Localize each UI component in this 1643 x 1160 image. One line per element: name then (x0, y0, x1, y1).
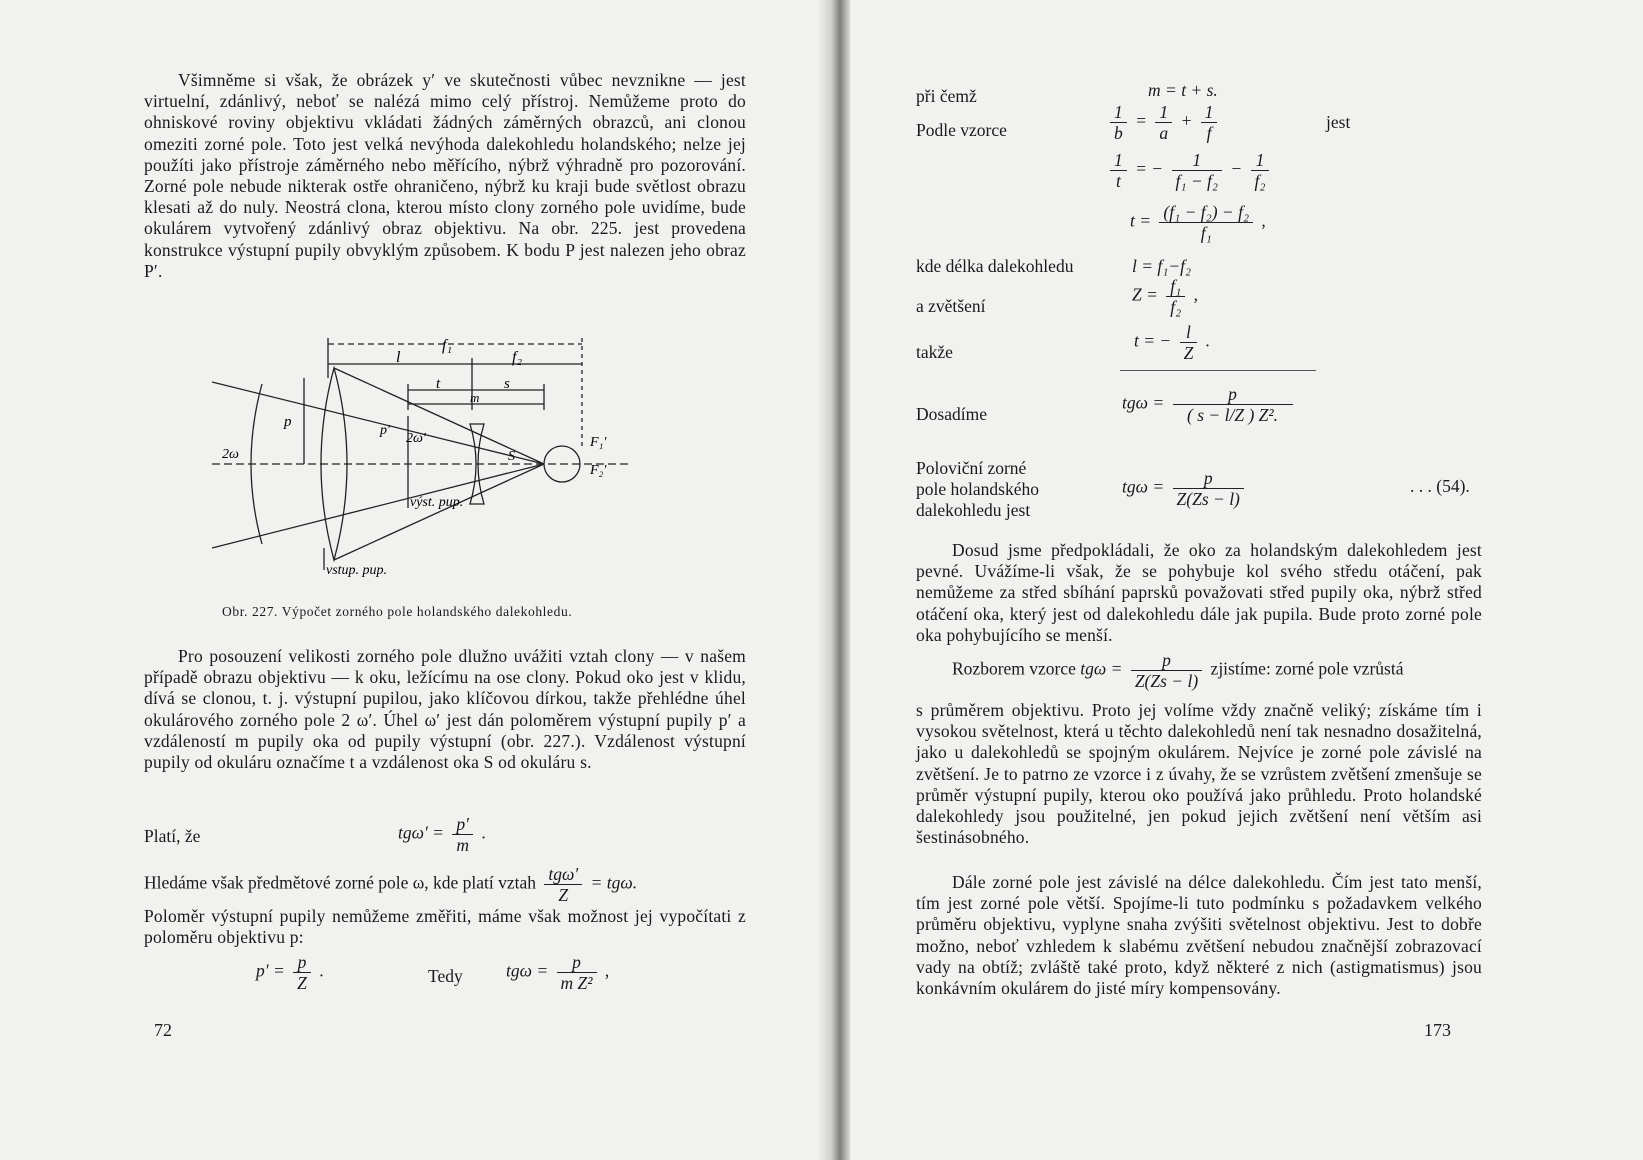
eq1-fraction (293, 952, 311, 993)
eq2-lhs: tgω = (506, 960, 549, 981)
label-s: s (504, 376, 510, 392)
lens-lhs-num: 1 (1110, 102, 1127, 123)
label-f2: f₂ (512, 349, 523, 366)
eq2-end: , (604, 960, 610, 981)
zvetseni-label: a zvětšení (916, 296, 986, 316)
t-lhs-num: 1 (1110, 150, 1127, 171)
lens-rhs-num: 1 (1201, 102, 1218, 123)
intro-paragraph: Všimněme si však, že obrázek y′ ve skutečnosti vůbec nevznikne — jest virtuelní, zdánlivý, neboť se nalézá mimo celý přístroj. Nemůžeme proto do ohniskové roviny objektivu vkládati žádných záměrných obrazců, ani clonou omeziti zorné pole. Toto jest velká nevýhoda dalekohledu holandského; nelze jej použíti jako přístroje záměrného nebo měřícího, nýbrž výhradně pro pozorování. Zorné pole nebude nikterak ostře ohraničeno, nýbrž ku kraji bude světlost obrazu klesati až do nuly. Neostrá clona, kterou místo clony zorného pole uvidíme, bude okulárem vytvořený zdánlivý obraz objektivu. Na obr. 225. jest provedena konstrukce výstupní pupily obvyklým způsobem. K bodu P jest nalezen jeho obraz P′. (144, 70, 746, 281)
label-p-prime: p′ (380, 423, 391, 438)
rozborem-end: zjistíme: zorné pole vzrůstá (1210, 658, 1404, 679)
podle-label: Podle vzorce (916, 120, 1007, 140)
eq1 (256, 952, 324, 993)
takze-end: . (1205, 330, 1211, 351)
rozborem-lhs: tgω = (1080, 658, 1123, 679)
label-S: S (508, 449, 515, 464)
label-two-omega: 2ω (222, 447, 239, 462)
eq1-lhs: p′ = (256, 960, 285, 981)
eq1-num: p (293, 952, 311, 973)
rozborem-paragraph: s průměrem objektivu. Proto jej volíme vždy značně veliký; získáme tím i vysokou světelnost, která u těchto dalekohledů není tak nesnadno dosažitelná, jako u dalekohledů se spojným okulárem. Nejvíce je zorné pole závislé na zvětšení. Je to patrno ze vzorce i z úvahy, že se vzrůstem zvětšení zmenšuje se průměr výstupní pupily, kterou oko používá jako průhledu. Proto holandské dalekohledy jsou použitelné, jen pokud jejich zvětšení není větším asi šestinásobného. (916, 700, 1482, 848)
lens-lhs-den: b (1114, 123, 1123, 143)
t2-equation (1130, 202, 1266, 243)
label-f1: f₁ (442, 338, 453, 354)
right-page (850, 0, 1643, 1160)
pol-lhs: tgω = (1122, 476, 1165, 497)
rozborem-start: Rozborem vzorce (952, 658, 1076, 679)
plati-den: m (456, 835, 469, 855)
pol-fraction (1173, 468, 1244, 509)
t2-end: , (1261, 210, 1266, 231)
t-mid-den: f₁ − f₂ (1175, 171, 1218, 191)
t-mid-num: 1 (1172, 150, 1222, 171)
hledame-num: tgω′ (544, 864, 582, 885)
lens-plus: + (1180, 110, 1193, 131)
polomer-paragraph: Poloměr výstupní pupily nemůžeme změřiti, máme však možnost jej vypočítati z poloměru objektivu p: (144, 906, 746, 948)
hledame-rhs: = tgω. (590, 872, 638, 893)
pri-cemz-eq: m = t + s. (1148, 80, 1218, 100)
rozborem-num: p (1131, 650, 1202, 671)
main-paragraph: Pro posouzení velikosti zorného pole dlužno uvážiti vztah clony — v našem případě obrazu objektivu — k oku, ležícímu na ose clony. Pokud oko jest v klidu, dívá se clonou, t. j. výstupní pupilou, jako klíčovou dírkou, takže přehlédne úhel okulárového zorného pole 2 ω′. Úhel ω′ jest dán poloměrem výstupní pupily p′ a vzdáleností m pupily oka od pupily výstupní (obr. 227.). Vzdálenost výstupní pupily od okuláru označíme t a vzdálenost oka S od okuláru s. (144, 646, 746, 773)
zvetseni-end: , (1193, 284, 1198, 305)
rozborem-line (952, 650, 1403, 691)
hledame-fraction (544, 864, 582, 905)
left-page-number: 72 (154, 1020, 172, 1040)
rozborem-fraction (1131, 650, 1202, 691)
telescope-figure (210, 338, 690, 588)
takze-num: l (1180, 322, 1198, 343)
t-mid (1172, 150, 1222, 191)
kde-eq: l = f₁−f₂ (1132, 256, 1192, 276)
polovicni-line-3: dalekohledu jest (916, 500, 1031, 520)
equation-number: . . . (54). (1410, 476, 1470, 496)
separator-rule (1120, 370, 1316, 371)
figure-caption: Obr. 227. Výpočet zorného pole holandského dalekohledu. (222, 604, 573, 619)
takze-fraction (1180, 322, 1198, 363)
label-two-omega-prime: 2ω′ (406, 431, 426, 446)
zvetseni-fraction (1166, 276, 1185, 317)
plati-end: . (481, 822, 486, 843)
zvetseni-num: f₁ (1166, 276, 1185, 297)
lens-mid (1155, 102, 1172, 143)
pol-den: Z(Zs − l) (1176, 489, 1240, 509)
polovicni-line-2: pole holandského (916, 479, 1039, 499)
takze-lhs: t = − (1134, 330, 1172, 351)
t2-num: (f₁ − f₂) − f₂ (1159, 202, 1253, 223)
ray-upper (212, 382, 544, 464)
eq2-den: m Z² (560, 973, 593, 993)
polovicni-equation (1122, 468, 1248, 509)
label-exit-pupil: výst. pup. (410, 495, 464, 510)
plati-equation (398, 814, 486, 855)
t-eq: = − (1135, 158, 1164, 179)
lens-lhs (1110, 102, 1127, 143)
t-lhs (1110, 150, 1127, 191)
tedy-label: Tedy (428, 966, 463, 986)
pri-cemz-label: při čemž (916, 86, 977, 106)
rozborem-den: Z(Zs − l) (1134, 671, 1199, 691)
polovicni-label (916, 458, 1039, 521)
lens-rhs-den: f (1206, 123, 1212, 143)
t-rhs-den: f₂ (1254, 171, 1266, 191)
lens-mid-den: a (1159, 123, 1169, 143)
lens-equation (1106, 102, 1221, 143)
t-rhs (1251, 150, 1270, 191)
ray-lower (212, 464, 544, 548)
t2-den: f₁ (1200, 223, 1212, 243)
dos-fraction (1173, 384, 1293, 425)
t-equation (1106, 150, 1273, 191)
dos-lhs: tgω = (1122, 392, 1165, 413)
t-lhs-den: t (1115, 171, 1121, 191)
label-F1p: F₁′ (590, 435, 607, 450)
plati-fraction (452, 814, 473, 855)
takze-label: takže (916, 342, 953, 362)
right-page-number: 173 (1424, 1020, 1451, 1040)
t-rhs-num: 1 (1251, 150, 1270, 171)
ray-lower-obj (334, 464, 544, 560)
polovicni-line-1: Poloviční zorné (916, 458, 1027, 478)
zvetseni-lhs: Z = (1132, 284, 1158, 305)
eq2 (506, 952, 609, 993)
jest-label: jest (1326, 112, 1351, 132)
hledame-den: Z (558, 885, 569, 905)
plati-label: Platí, že (144, 826, 201, 846)
dosud-paragraph: Dosud jsme předpokládali, že oko za holandským dalekohledem jest pevné. Uvážíme-li však, že se pohybuje kol svého středu otáčení, pak nemůžeme za střed sbíhání paprsků považovati střed pupily oka, nýbrž střed otáčení oka, který jest od dalekohledu dále jak pupila. Bude proto zorné pole oka pohybujícího se menší. (916, 540, 1482, 645)
label-F2p: F₂′ (590, 463, 607, 478)
label-p: p (284, 414, 292, 430)
takze-den: Z (1183, 343, 1194, 363)
label-entrance-pupil: vstup. pup. (326, 563, 388, 578)
lens-rhs (1201, 102, 1218, 143)
hledame-text: Hledáme však předmětové zorné pole ω, kde platí vztah (144, 872, 536, 893)
hledame-line (144, 864, 637, 905)
label-t: t (436, 376, 441, 392)
dos-den: ( s − l/Z ) Z². (1187, 405, 1279, 425)
zvetseni-equation (1132, 276, 1198, 317)
dos-num: p (1173, 384, 1293, 405)
dosadime-equation (1122, 384, 1297, 425)
pol-num: p (1173, 468, 1244, 489)
takze-equation (1134, 322, 1210, 363)
lens-mid-num: 1 (1155, 102, 1172, 123)
dosadime-label: Dosadíme (916, 404, 987, 424)
eq1-end: . (319, 960, 324, 981)
eq2-num: p (557, 952, 597, 973)
label-m: m (470, 390, 480, 405)
plati-lhs: tgω′ = (398, 822, 444, 843)
eq1-den: Z (297, 973, 307, 993)
kde-label: kde délka dalekohledu (916, 256, 1074, 276)
dale-paragraph: Dále zorné pole jest závislé na délce dalekohledu. Čím jest tato menší, tím jest zorné pole větší. Spojíme-li tuto podmínku s požadavkem velkého průměru objektivu, vyplyne snaha zvýšiti světelnost objektivu. Jest to dobře možno, neboť vzhledem k slabému zvětšení nebudou značnější zobrazovací vady na obtíž; zvláště také proto, když některé z nich (astigmatismus) jsou konkávním okulárem do jisté míry kompensovány. (916, 872, 1482, 999)
t-minus: − (1230, 158, 1243, 179)
lens-eq: = (1135, 110, 1147, 131)
label-l: l (396, 349, 401, 366)
eq2-fraction (557, 952, 597, 993)
t2-fraction (1159, 202, 1253, 243)
t2-lhs: t = (1130, 210, 1152, 231)
plati-num: p′ (452, 814, 473, 835)
zvetseni-den: f₂ (1170, 297, 1182, 317)
